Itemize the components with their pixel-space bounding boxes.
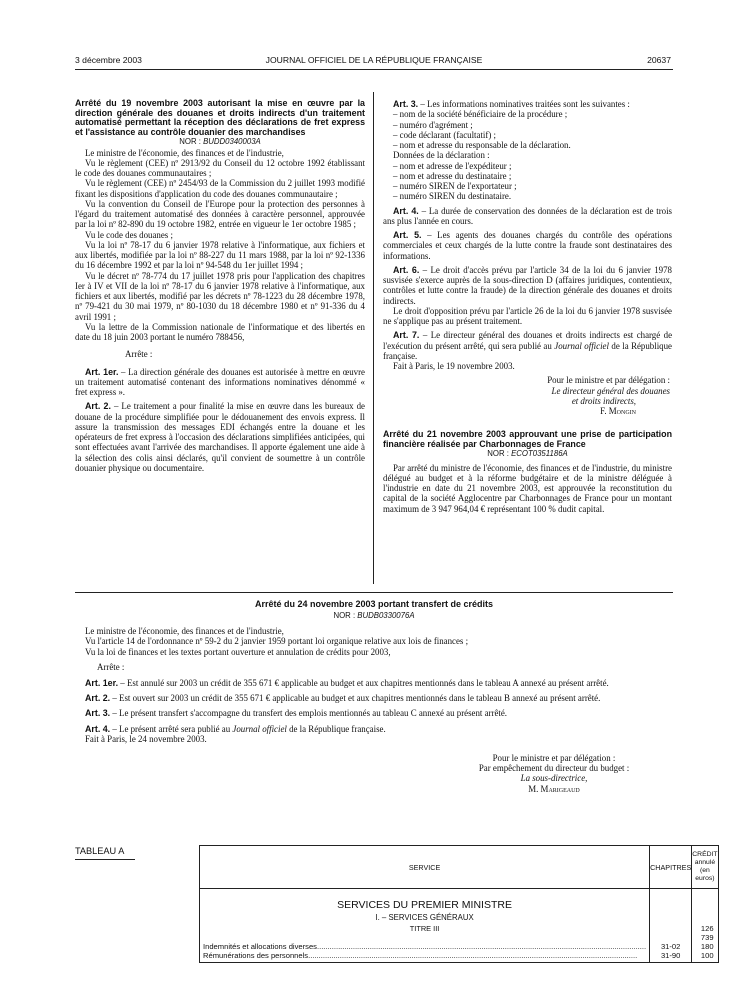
nor-code: BUDB0330076A <box>357 610 415 620</box>
col-header-credit <box>692 846 718 889</box>
nor-code: ECOT0351186A <box>511 449 568 459</box>
row-1-label: Indemnités et allocations diverses <box>203 942 317 951</box>
signature2-name: M. Marigeaud <box>528 783 580 794</box>
article-5-label: Art. 5. <box>393 230 422 240</box>
signature-line-2 <box>383 386 672 396</box>
article-7-text-a: – Le directeur général des douanes et droits indirects est chargé de l'exécution du présent arrêté, qui sera publié au <box>383 330 673 351</box>
transfer-article-1 <box>75 678 673 688</box>
section-heading: SERVICES DU PREMIER MINISTRE <box>337 899 512 911</box>
table-row-label-1: Indemnités et allocations diverses............................................................................................................................................................ <box>203 942 647 951</box>
paragraph-minister-2: Le ministre de l'économie, des finances et de l'industrie, <box>85 626 284 636</box>
article-7-text-b: de la République française. <box>383 340 672 361</box>
col-header-credit-3: (en euros) <box>695 867 715 882</box>
column-divider <box>373 92 374 584</box>
chapitres-cell <box>650 889 692 963</box>
bottom-section <box>75 600 673 794</box>
article-6 <box>383 265 672 306</box>
transfer-article-3-label: Art. 3. <box>85 708 111 719</box>
subsection-heading: I. – SERVICES GÉNÉRAUX <box>375 913 474 922</box>
transfer-article-1-text: – Est annulé sur 2003 un crédit de 355 671 € applicable au budget et aux chapitres mentionnés dans le tableau A annexé au présent arrêté. <box>118 677 609 688</box>
article-5-text: – Les agents des douanes chargés du contrôle des opérations commerciales et ceux chargés de la lutte contre la fraude sont destinataires des informations. <box>383 230 672 261</box>
signature-line-3 <box>383 396 672 406</box>
transfer-article-4-text-b: de la République française. <box>286 723 386 734</box>
transfer-article-2 <box>75 693 673 703</box>
article-1-label: Art. 1er. <box>85 366 119 377</box>
signature2-role: La sous-directrice, <box>520 773 588 784</box>
right-column <box>383 99 672 514</box>
paragraph-vu-4: Vu le code des douanes ; <box>85 229 173 240</box>
nor-prefix: NOR : <box>487 449 512 459</box>
list-item: – nom et adresse du destinataire ; <box>393 170 512 181</box>
table-row <box>200 889 719 963</box>
decree-title-21-nov: Arrêté du 21 novembre 2003 approuvant une prise de participation financière réalisée par Charbonnages de France <box>383 429 672 449</box>
paragraph-vu-3: Vu la convention du Conseil de l'Europe pour la protection des personnes à l'égard du traitement automatisé des données à caractère personnel, approuvée par la loi nº 82-890 du 19 octobre 1982, entrée en vigueur le 1er octobre 1985 ; <box>75 198 365 230</box>
nor-reference <box>75 137 365 147</box>
transfer-article-4 <box>75 724 673 734</box>
article-2 <box>75 401 365 473</box>
article-4-text: – La durée de conservation des données de la déclaration est de trois ans plus l'année en cours. <box>383 205 673 226</box>
titre-heading: TITRE III <box>409 924 440 933</box>
transfer-article-3-text: – Le présent transfert s'accompagne du transfert des emplois mentionnés au tableau C annexé au présent arrêté. <box>110 708 508 719</box>
table-header-row <box>200 846 719 889</box>
arrete-heading-2: Arrête : <box>97 662 125 673</box>
signature2-line-2: Par empêchement du directeur du budget : <box>478 763 630 774</box>
signature2-line-3 <box>75 773 673 783</box>
article-1-text: – La direction générale des douanes est autorisée à mettre en œuvre un traitement automatisé contenant des informations nominatives dénommé « fret express ». <box>75 366 365 398</box>
credit-cell <box>692 889 718 963</box>
article-7 <box>383 330 672 361</box>
row-1-credit: 126 739 <box>700 924 714 942</box>
col-header-credit-2: annulé <box>694 859 716 866</box>
header-page-number: 20637 <box>647 55 671 65</box>
list-item: – nom et adresse de l'expéditeur ; <box>393 160 512 171</box>
list-item: – code déclarant (facultatif) ; <box>393 129 496 140</box>
paragraph-charbonnages: Par arrêté du ministre de l'économie, des finances et de l'industrie, du ministre délégué au budget et à la réforme budgétaire et de la ministre déléguée à l'industrie en date du 21 novembre 2003, est approuvée la reconstitution du capital de la société Agglocentre par Charbonnages de France pour un montant maximum de 3 947 964,04 € représentant 100 % dudit capital. <box>383 462 672 514</box>
article-2-text: – Le traitement a pour finalité la mise en œuvre dans les bureaux de douane de la procédure simplifiée pour le dédouanement des envois express. Il assure la transmission des messages EDI échangés entre la douane et les opérateurs de fret express à l'occasion des déclarations simplifiées anticipées, qui sont effectuées avant l'arrivée des marchandises. Il apporte également une aide à la sélection des colis ainsi déclarés, qu'il convient de soumettre à un contrôle douanier physique ou documentaire. <box>75 401 365 473</box>
paragraph-vu-1: Vu le règlement (CEE) nº 2913/92 du Conseil du 12 octobre 1992 établissant le code des douanes communautaires ; <box>75 157 365 179</box>
list-item: – numéro d'agrément ; <box>393 119 473 130</box>
article-3-text: – Les informations nominatives traitées sont les suivantes : <box>418 99 630 109</box>
signature-role: Le directeur général des douanes <box>551 385 670 396</box>
article-1 <box>75 367 365 398</box>
article-7-label: Art. 7. <box>393 330 420 341</box>
arrete-heading: Arrête : <box>125 349 153 360</box>
nor-reference-2 <box>383 449 672 459</box>
header-date: 3 décembre 2003 <box>75 55 142 65</box>
row-2-label: Rémunérations des personnels <box>203 951 309 960</box>
article-2-label: Art. 2. <box>85 401 111 412</box>
service-cell <box>200 889 650 963</box>
table-label-underline <box>75 859 135 860</box>
row-2-credit: 180 100 <box>700 942 714 960</box>
transfer-article-1-label: Art. 1er. <box>85 677 119 688</box>
article-3 <box>383 99 672 109</box>
transfer-article-4-label: Art. 4. <box>85 723 111 734</box>
transfer-article-2-text: – Est ouvert sur 2003 un crédit de 355 671 € applicable au budget et aux chapitres mentionnés dans le tableau B annexé au présent arrêté. <box>110 693 601 704</box>
date-place-2: Fait à Paris, le 24 novembre 2003. <box>85 734 207 745</box>
signature-name: F. Mongin <box>600 406 636 416</box>
left-column <box>75 99 365 473</box>
list-item: – numéro SIREN de l'exportateur ; <box>393 181 517 191</box>
paragraph-vu-2: Vu le règlement (CEE) nº 2454/93 de la Commission du 2 juillet 1993 modifié fixant les dispositions d'application du code des douanes communautaire ; <box>75 178 365 199</box>
col-header-chapitres: CHAPITRES <box>650 846 692 889</box>
col-header-credit-1: CRÉDIT <box>692 851 718 858</box>
table-label: TABLEAU A <box>75 846 125 856</box>
date-place: Fait à Paris, le 19 novembre 2003. <box>393 361 515 371</box>
nor-code: BUDD0340003A <box>203 137 261 147</box>
article-4-label: Art. 4. <box>393 205 419 216</box>
journal-officiel-ref-2: Journal officiel <box>232 723 287 734</box>
list-item: – nom de la société bénéficiaire de la procédure ; <box>393 109 568 120</box>
row-2-chapitre: 31-90 <box>660 951 681 960</box>
nor-prefix: NOR : <box>179 137 204 147</box>
paragraph-vu-5: Vu la loi nº 78-17 du 6 janvier 1978 relative à l'informatique, aux fichiers et aux libertés, modifiée par la loi nº 88-227 du 11 mars 1988, par la loi nº 92-1336 du 16 décembre 1992 et par la loi nº 94-548 du 1er juillet 1994 ; <box>75 239 365 271</box>
section-rule <box>75 592 673 593</box>
table-row-label-2: Rémunérations des personnels............................................................................................................................................................ <box>203 951 638 960</box>
list-intro: Données de la déclaration : <box>393 150 490 161</box>
paragraph-vu-7: Vu la lettre de la Commission nationale de l'informatique et des libertés en date du 18 juin 2003 portant le numéro 788456, <box>75 321 365 343</box>
transfer-article-4-text-a: – Le présent arrêté sera publié au <box>110 723 233 734</box>
paragraph-vu-loi-finances: Vu la loi de finances et les textes portant ouverture et annulation de crédits pour 2003, <box>85 646 391 657</box>
paragraph-vu-6: Vu le décret nº 78-774 du 17 juillet 1978 pris pour l'application des chapitres Ier à IV et VII de la loi nº 78-17 du 6 janvier 1978 relative à l'informatique, aux fichiers et aux libertés, modifié par les décrets nº 78-1223 du 28 décembre 1978, nº 79-421 du 30 mai 1979, nº 80-1030 du 18 décembre 1980 et nº 91-336 du 4 avril 1991 ; <box>75 270 365 322</box>
signature2-line-1: Pour le ministre et par délégation : <box>492 752 616 763</box>
journal-officiel-ref: Journal officiel <box>554 340 609 351</box>
header-journal: JOURNAL OFFICIEL DE LA RÉPUBLIQUE FRANÇAISE <box>265 55 483 65</box>
row-1-chapitre: 31-02 <box>660 942 681 951</box>
signature-role-cont: et droits indirects, <box>571 395 636 406</box>
list-item: – nom et adresse du responsable de la déclaration. <box>393 140 571 150</box>
signature-line-1: Pour le ministre et par délégation : <box>547 375 670 386</box>
article-4 <box>383 206 672 227</box>
paragraph-minister: Le ministre de l'économie, des finances et de l'industrie, <box>85 147 284 158</box>
nor-prefix: NOR : <box>333 610 358 620</box>
decree-title-19-nov: Arrêté du 19 novembre 2003 autorisant la mise en œuvre par la direction générale des douanes et droits indirects d'un traitement automatisé permettant la réception des déclarations de fret express et l'assistance au contrôle douanier des marchandises <box>75 98 365 137</box>
credit-table <box>199 845 719 963</box>
decree-title-24-nov: Arrêté du 24 novembre 2003 portant transfert de crédits <box>254 599 494 609</box>
paragraph-vu-ordonnance: Vu l'article 14 de l'ordonnance nº 59-2 du 2 janvier 1959 portant loi organique relative aux lois de finances ; <box>85 636 469 647</box>
article-6-paragraph-2: Le droit d'opposition prévu par l'article 26 de la loi du 6 janvier 1978 susvisée ne s'applique pas au présent traitement. <box>383 305 672 326</box>
article-5 <box>383 230 672 261</box>
col-header-service: SERVICE <box>200 846 650 889</box>
article-6-label: Art. 6. <box>393 264 420 275</box>
nor-reference-3 <box>75 611 673 621</box>
transfer-article-3 <box>75 708 673 718</box>
article-6-text: – Le droit d'accès prévu par l'article 34 de la loi du 6 janvier 1978 susvisée s'exerce auprès de la sous-direction D (affaires juridiques, contentieux, contrôles et lutte contre la fraude) de la direction générale des douanes et droits indirects. <box>383 264 672 306</box>
transfer-article-2-label: Art. 2. <box>85 693 111 704</box>
header-rule <box>75 69 673 70</box>
list-item: – numéro SIREN du destinataire. <box>393 191 512 202</box>
article-3-label: Art. 3. <box>393 99 419 109</box>
